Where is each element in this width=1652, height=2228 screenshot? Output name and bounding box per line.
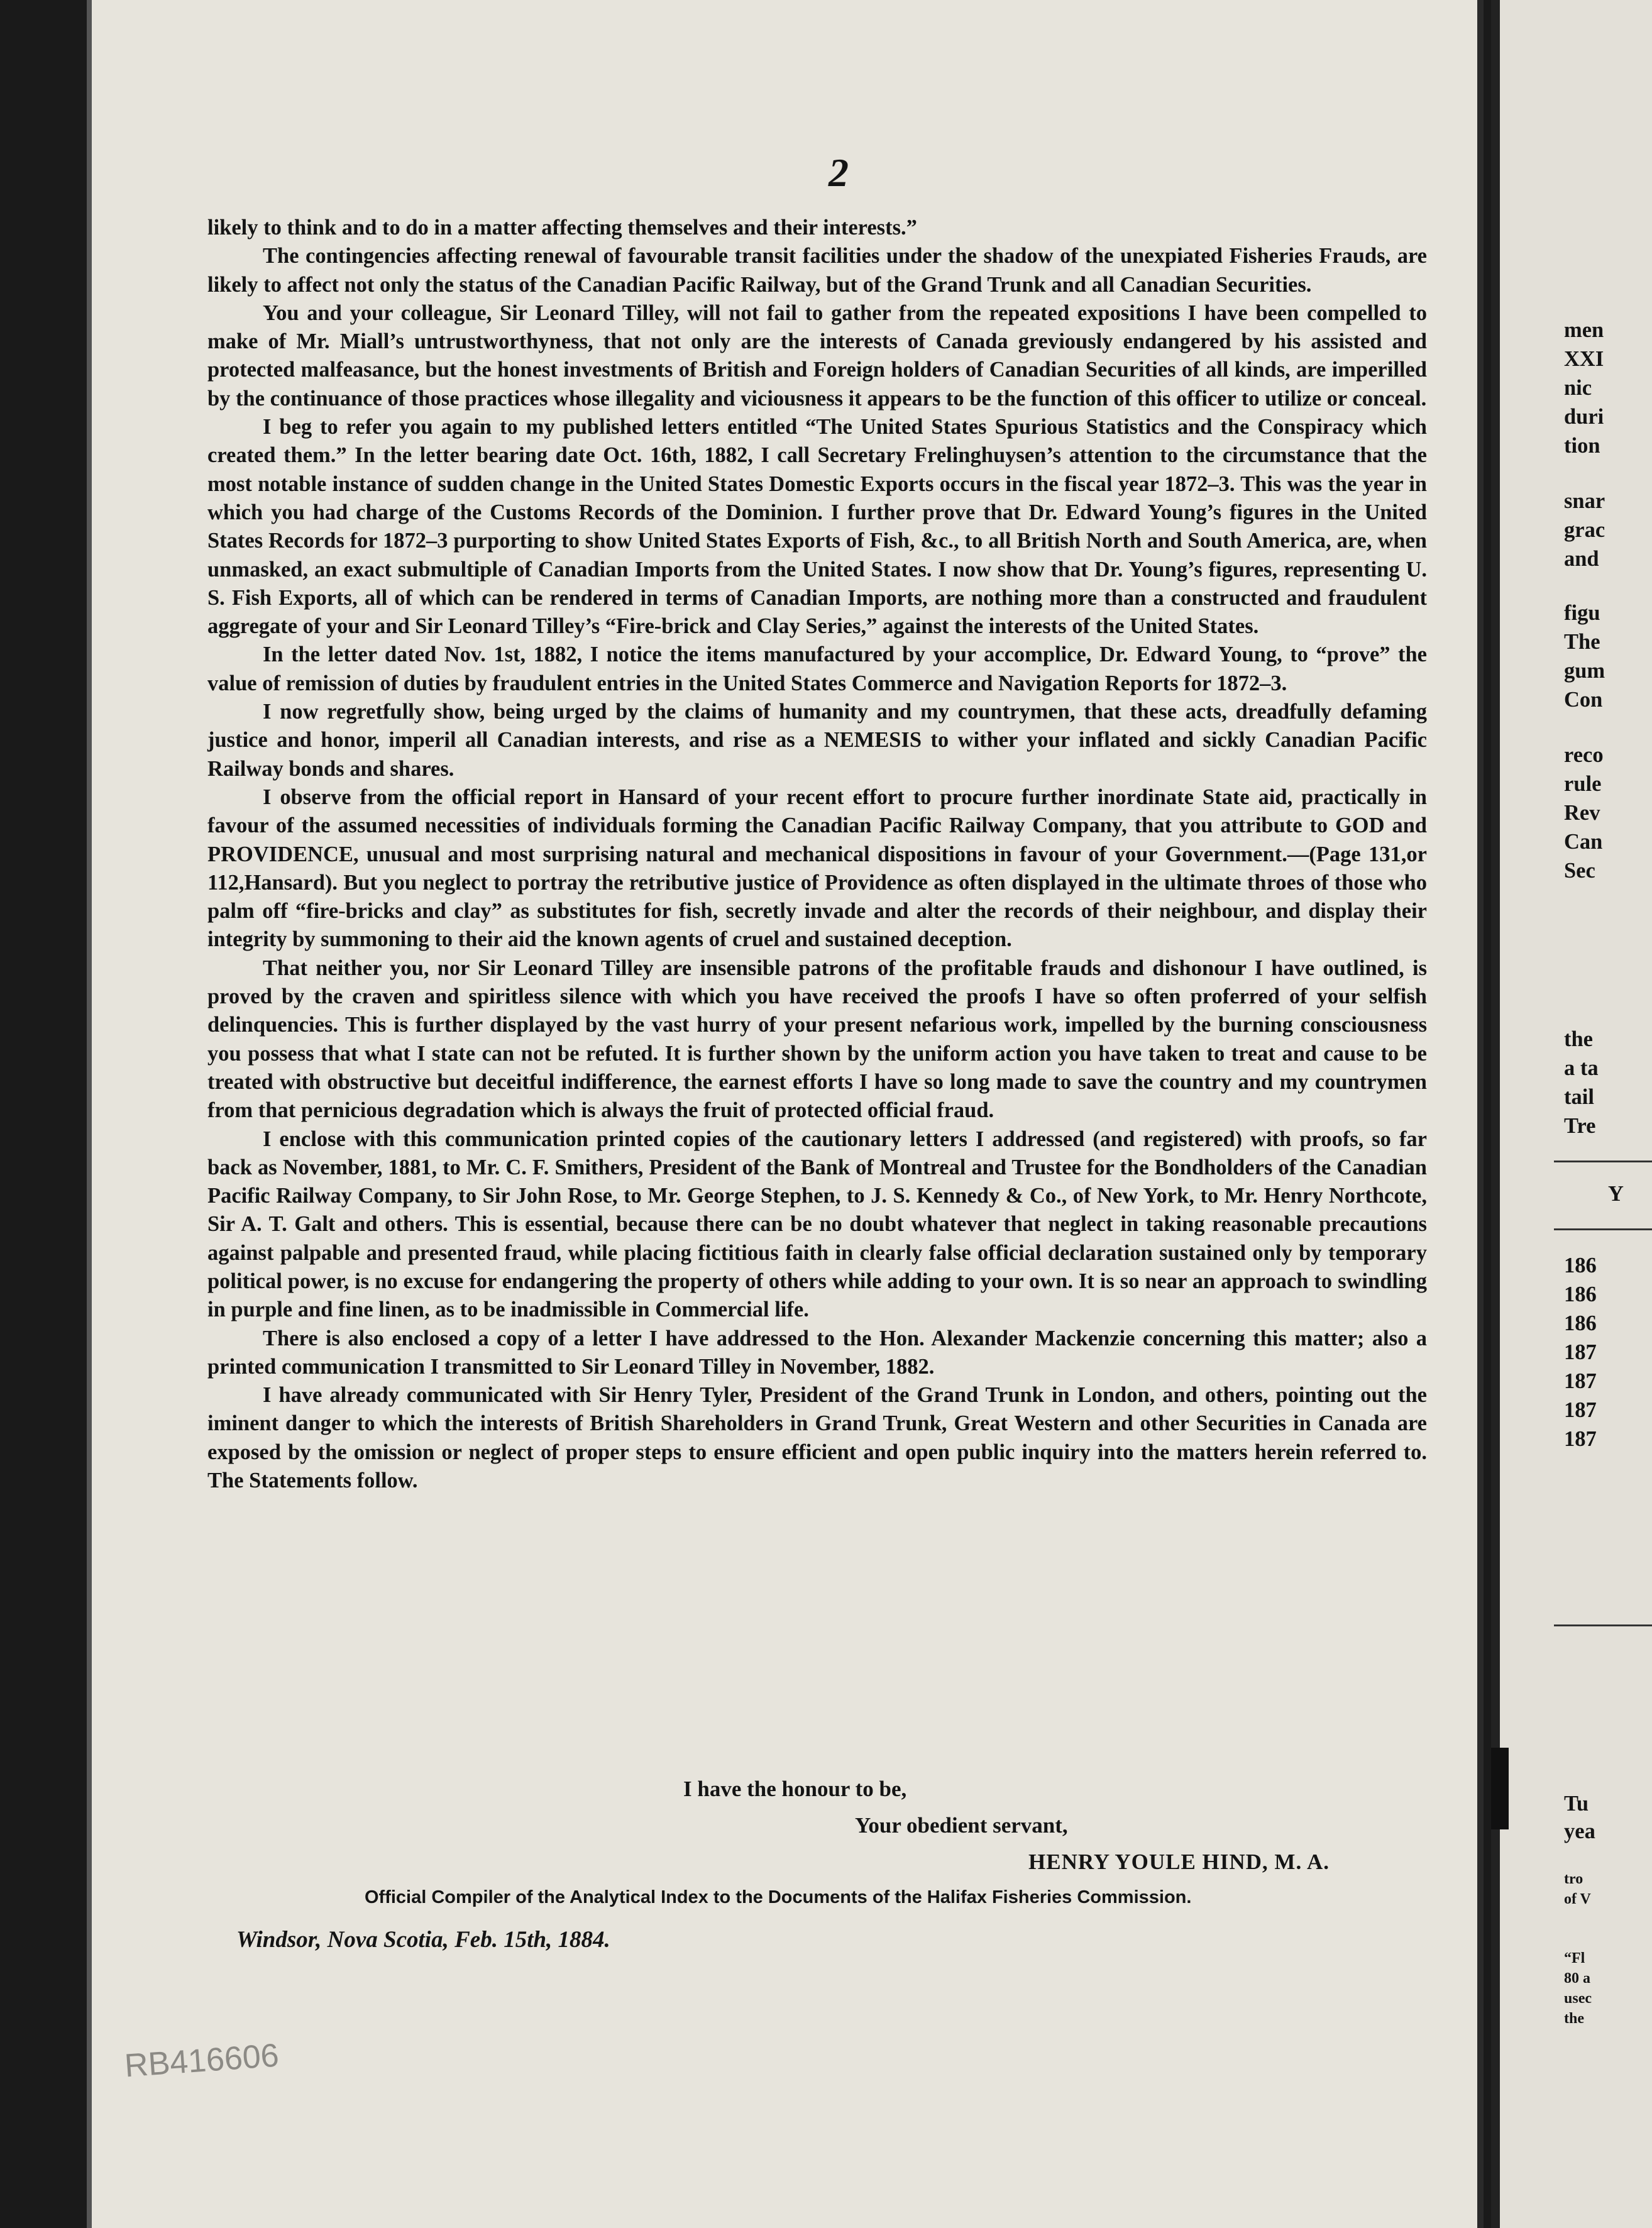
fragment: 187: [1564, 1398, 1597, 1422]
paragraph: There is also enclosed a copy of a letter I have addressed to the Hon. Alexander Mackenzie concerning this matter; also a printed communication I transmitted to Sir Leonard Tilley in November, 1882.: [207, 1326, 1427, 1379]
fragment: Y: [1608, 1182, 1624, 1206]
paragraph: likely to think and to do in a matter affecting themselves and their interests.”: [207, 216, 917, 240]
fragment: tion: [1564, 434, 1600, 458]
fragment: tail: [1564, 1085, 1594, 1109]
fragment: Tu: [1564, 1792, 1589, 1816]
fragment: figu: [1564, 601, 1600, 625]
fragment: of V: [1564, 1891, 1591, 1907]
fragment: rule: [1564, 772, 1602, 796]
fragment: a ta: [1564, 1056, 1599, 1080]
fragment: 187: [1564, 1369, 1597, 1393]
fragment: snar: [1564, 489, 1605, 513]
fragment: 187: [1564, 1427, 1597, 1451]
page-edge-shadow-left: [87, 0, 92, 2228]
fragment: The: [1564, 630, 1600, 654]
fragment: Sec: [1564, 859, 1595, 883]
fragment: the: [1564, 2010, 1584, 2027]
fragment: XXI: [1564, 347, 1604, 371]
adjacent-page-fragment: [1491, 0, 1652, 2228]
closing-servant: Your obedient servant,: [855, 1813, 1068, 1838]
binding-blot: [1491, 1748, 1509, 1829]
signer-title: Official Compiler of the Analytical Index to the Documents of the Halifax Fisheries Commission.: [365, 1887, 1192, 1907]
paragraph: You and your colleague, Sir Leonard Tilley, will not fail to gather from the repeated expositions I have been compelled to make of Mr. Miall’s untrustworthyness, that not only are the interests of Canada greviously endangered by his assisted and protected malfeasance, but the honest investments of British and Foreign holders of Canadian Securities of all kinds, are imperilled by the continuance of those practices whose illegality and viciousness it appears to be the function of this officer to utilize or conceal.: [207, 301, 1427, 411]
fragment: duri: [1564, 405, 1604, 429]
fragment: men: [1564, 318, 1604, 342]
document-page: [87, 0, 1484, 2228]
closing-honour: I have the honour to be,: [683, 1777, 907, 1801]
fragment: “Fl: [1564, 1950, 1585, 1966]
gutter-shadow: [1491, 0, 1500, 2228]
fragment: grac: [1564, 518, 1605, 542]
paragraph: I beg to refer you again to my published letters entitled “The United States Spurious Statistics and the Conspiracy which created them.” In the letter bearing date Oct. 16th, 1882, I call Secretary Frelinghuysen’s attention to the circumstance that the most notable instance of sudden change in the United States Domestic Exports occurs in the fiscal year 1872–3. This was the year in which you had charge of the Customs Records of the Dominion. I further prove that Dr. Edward Young’s figures in the United States Records for 1872–3 purporting to show United States Exports of Fish, &c., to all British North and South America, are, when unmasked, an exact submultiple of Canadian Imports from the United States. I now show that Dr. Young’s figures, representing U. S. Fish Exports, all of which can be rendered in terms of Canadian Imports, are nothing more than a constructed and fraudulent aggregate of your and Sir Leonard Tilley’s “Fire-brick and Clay Series,” against the interests of the United States.: [207, 415, 1427, 639]
letter-body: [207, 214, 1427, 1495]
paragraph: That neither you, nor Sir Leonard Tilley are insensible patrons of the profitable frauds and dishonour I have outlined, is proved by the craven and spiritless silence with which you have received the proofs I have so often proferred of your selfish delinquencies. This is further displayed by the vast hurry of your present nefarious work, impelled by the burning consciousness you possess that what I state can not be refuted. It is further shown by the uniform action you have taken to treat and cause to be treated with obstructive but deceitful indifference, the earnest efforts I have so long made to save the country and my countrymen from that pernicious degradation which is always the fruit of protected official fraud.: [207, 956, 1427, 1123]
fragment: usec: [1564, 1990, 1592, 2007]
fragment: Can: [1564, 830, 1603, 854]
paragraph: In the letter dated Nov. 1st, 1882, I notice the items manufactured by your accomplice, Dr. Edward Young, to “prove” the value of remission of duties by fraudulent entries in the United States Commerce and Navigation Reports for 1872–3.: [207, 642, 1427, 695]
fragment: Rev: [1564, 801, 1600, 825]
paragraph: I have already communicated with Sir Henry Tyler, President of the Grand Trunk in London, and others, pointing out the iminent danger to which the interests of British Shareholders in Grand Trunk, Great Western and other Securities in Canada are exposed by the omission or neglect of proper steps to ensure efficient and open public inquiry into the matters herein referred to. The Statements follow.: [207, 1383, 1427, 1493]
fragment: the: [1564, 1027, 1593, 1051]
fragment: 186: [1564, 1282, 1597, 1306]
fragment: 80 a: [1564, 1970, 1590, 1987]
page-edge-shadow: [1477, 0, 1484, 2228]
fragment: Con: [1564, 688, 1603, 712]
signer-name: HENRY YOULE HIND, M. A.: [1028, 1850, 1330, 1874]
fragment: nic: [1564, 376, 1592, 400]
dateline: Windsor, Nova Scotia, Feb. 15th, 1884.: [236, 1927, 610, 1953]
fragment: and: [1564, 547, 1599, 571]
paragraph: The contingencies affecting renewal of favourable transit facilities under the shadow of the unexpiated Fisheries Frauds, are likely to affect not only the status of the Canadian Pacific Railway, but of the Grand Trunk and all Canadian Securities.: [207, 244, 1427, 297]
fragment: Tre: [1564, 1114, 1596, 1138]
library-stamp: RB416606: [123, 2037, 280, 2085]
fragment: 187: [1564, 1340, 1597, 1364]
fragment: reco: [1564, 743, 1604, 767]
fragment: 186: [1564, 1311, 1597, 1335]
fragment: 186: [1564, 1254, 1597, 1277]
paragraph: I enclose with this communication printed copies of the cautionary letters I addressed (and registered) with proofs, so far back as November, 1881, to Mr. C. F. Smithers, President of the Bank of Montreal and Trustee for the Bondholders of the Canadian Pacific Railway Company, to Sir John Rose, to Mr. George Stephen, to J. S. Kennedy & Co., of New York, to Mr. Henry Northcote, Sir A. T. Galt and others. This is essential, because there can be no doubt whatever that neglect in taking reasonable precautions against palpable and presented fraud, while placing fictitious faith in clearly false official declaration sustained only by temporary political power, is no excuse for endangering the property of others while adding to your own. It is so near an approach to swindling in purple and fine linen, as to be inadmissible in Commercial life.: [207, 1127, 1427, 1322]
paragraph: I observe from the official report in Hansard of your recent effort to procure further inordinate State aid, practically in favour of the assumed necessities of individuals forming the Canadian Pacific Railway Company, that you attribute to GOD and PROVIDENCE, unusual and most surprising natural and mechanical dispositions in favour of your Government.—(Page 131,or 112,Hansard). But you neglect to portray the retributive justice of Providence as often displayed in the ultimate throes of those who palm off “fire-bricks and clay” as substitutes for fish, secretly invade and alter the records of their neighbour, and display their integrity by summoning to their aid the known agents of cruel and sustained deception.: [207, 785, 1427, 952]
paragraph: I now regretfully show, being urged by the claims of humanity and my countrymen, that these acts, dreadfully defaming justice and honor, imperil all Canadian interests, and rise as a NEMESIS to wither your inflated and sickly Canadian Pacific Railway bonds and shares.: [207, 700, 1427, 781]
fragment: gum: [1564, 659, 1605, 683]
fragment: tro: [1564, 1871, 1583, 1887]
page-number: 2: [829, 150, 849, 195]
table-rule: [1554, 1161, 1652, 1162]
fragment: yea: [1564, 1819, 1595, 1843]
table-rule: [1554, 1624, 1652, 1626]
table-rule: [1554, 1228, 1652, 1230]
